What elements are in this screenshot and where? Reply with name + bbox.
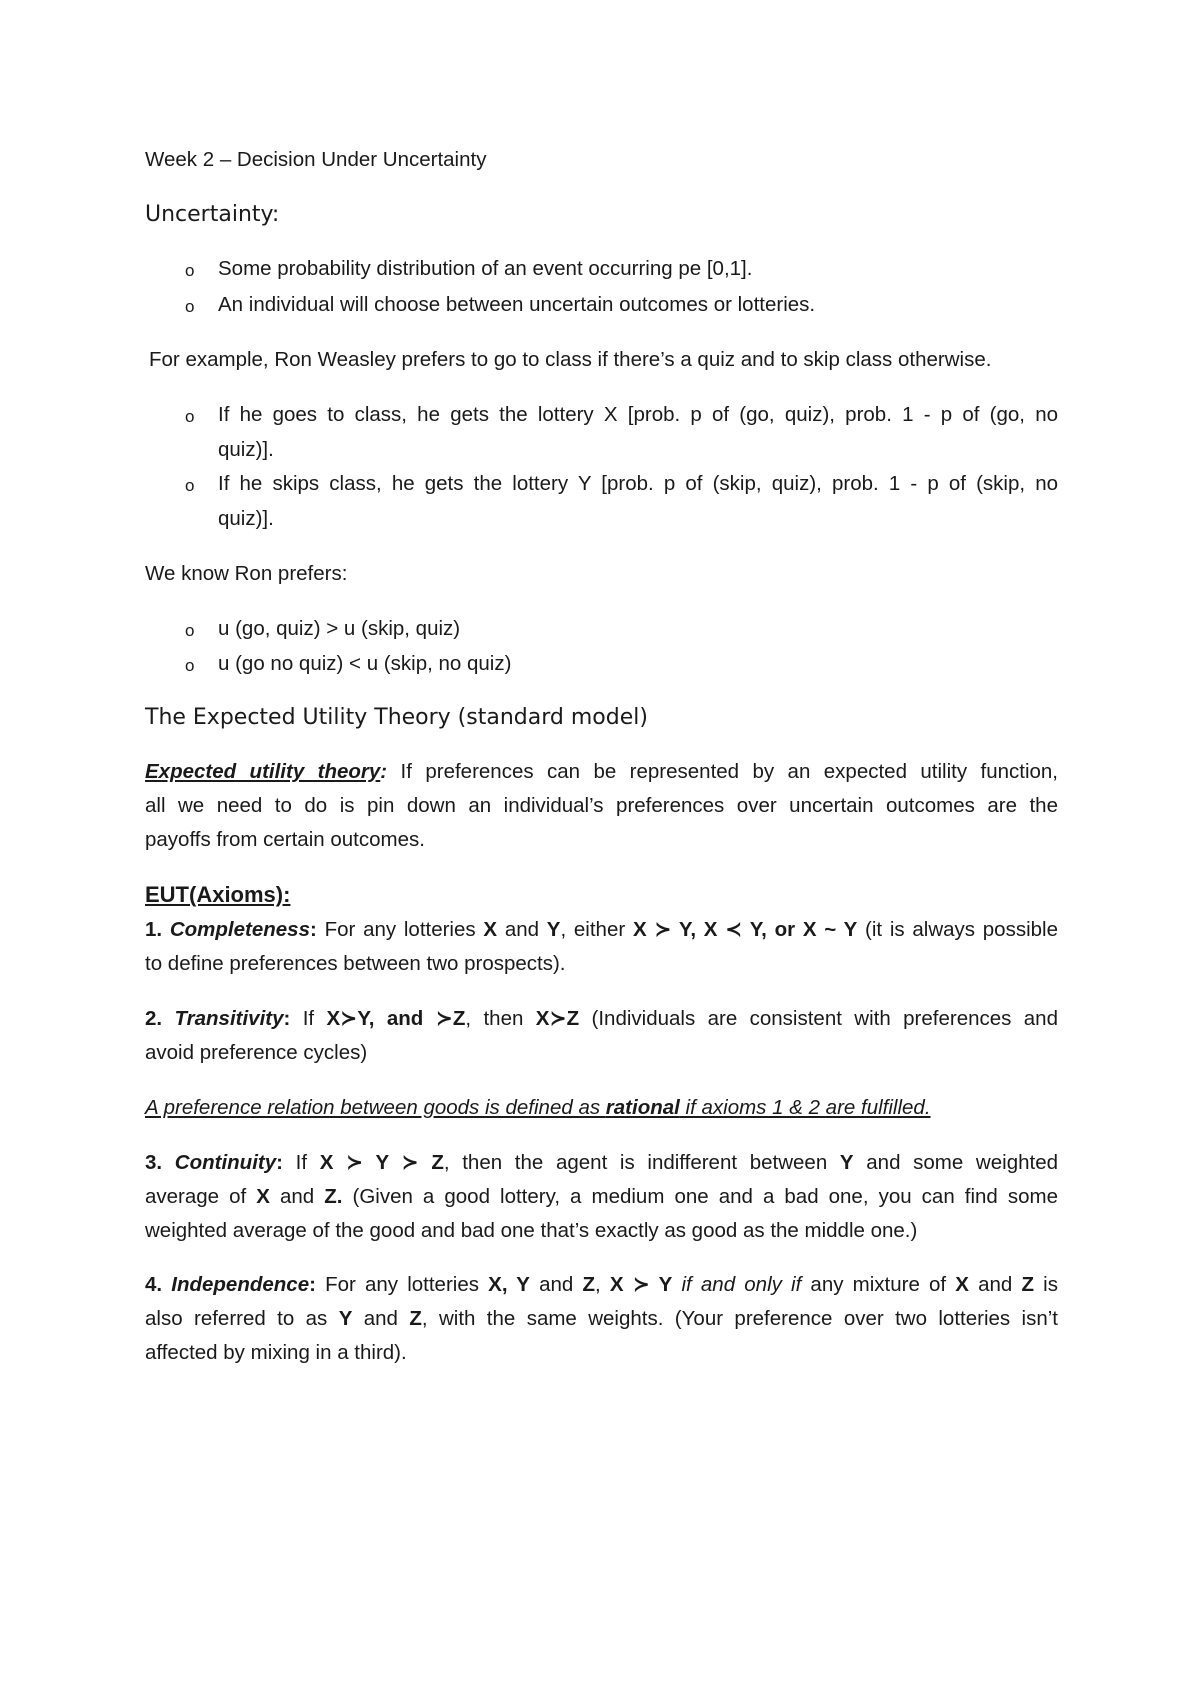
definition-text: If preferences can be represented by an expected utility function,	[387, 760, 1058, 783]
list-item: If he goes to class, he gets the lottery X [prob. p of (go, quiz), prob. 1 - p of (go, no	[218, 403, 1058, 426]
note-text: A preference relation between goods is defined as	[145, 1096, 606, 1119]
axiom-number: 1.	[145, 918, 163, 941]
axiom-text: and	[497, 918, 547, 941]
axiom-text: ,	[595, 1273, 610, 1296]
eut-definition-line: all we need to do is pin down an individual’s preferences over uncertain outcomes are the	[145, 794, 1058, 817]
list-item: An individual will choose between uncertain outcomes or lotteries.	[218, 293, 816, 316]
axiom-text: , then	[465, 1007, 536, 1030]
axiom-text: any mixture of	[801, 1273, 956, 1296]
axiom-1-line: to define preferences between two prospects).	[145, 952, 566, 975]
bullet-marker: o	[185, 621, 195, 640]
axiom-text: average of	[145, 1185, 257, 1208]
axiom-number: 4.	[145, 1273, 163, 1296]
axiom-1-line	[145, 917, 1058, 943]
axiom-text: and	[269, 1185, 325, 1208]
bullet-marker: o	[185, 476, 195, 495]
relation: X ≺ Y	[703, 918, 762, 941]
axiom-text: (it is always possible	[857, 918, 1058, 941]
axiom-name: Independence	[171, 1273, 310, 1296]
axiom-text: , then the agent is indifferent between	[443, 1151, 840, 1174]
definition-term: Expected utility theory	[145, 760, 381, 783]
axiom-text: , and	[368, 1007, 436, 1030]
axiom-2-line: avoid preference cycles)	[145, 1041, 368, 1064]
axiom-text: and	[352, 1307, 410, 1330]
relation: X ≻ Y	[632, 918, 691, 941]
eut-definition-line: payoffs from certain outcomes.	[145, 828, 425, 851]
axiom-number: 2.	[145, 1007, 163, 1030]
note-bold-term: rational	[605, 1096, 680, 1119]
definition-colon: :	[380, 760, 388, 783]
axiom-text: For any lotteries	[315, 1273, 489, 1296]
bullet-marker: o	[185, 297, 195, 316]
axiom-text	[672, 1273, 681, 1296]
axiom-text: (Given a good lottery, a medium one and a bad one, you can find some	[342, 1185, 1058, 1208]
axiom-3-line	[145, 1184, 1058, 1210]
axiom-text: , with the same weights. (Your preference over two lotteries isn’t	[421, 1307, 1058, 1330]
axiom-colon: :	[283, 1007, 291, 1030]
relation: X ≻ Y	[609, 1273, 673, 1296]
list-item: Some probability distribution of an event occurring pe [0,1].	[218, 257, 753, 280]
relation: X ≻ Y ≻ Z	[319, 1151, 444, 1174]
axiom-text: If	[290, 1007, 327, 1030]
axiom-text: also referred to as	[145, 1307, 339, 1330]
lottery-set: X, Y	[488, 1273, 530, 1296]
axiom-colon: :	[309, 1273, 316, 1296]
relation: ≻Z	[435, 1007, 466, 1030]
list-item: u (go, quiz) > u (skip, quiz)	[218, 617, 461, 640]
note-text: if axioms 1 & 2 are fulfilled.	[679, 1096, 931, 1119]
section-heading-uncertainty: Uncertainty:	[145, 202, 280, 227]
axiom-3-line	[145, 1150, 1058, 1176]
axiom-text: , either	[560, 918, 633, 941]
axiom-colon: :	[310, 918, 317, 941]
lottery-z: Z.	[324, 1185, 343, 1208]
axiom-text: and	[968, 1273, 1022, 1296]
ron-prefers-intro: We know Ron prefers:	[145, 562, 348, 585]
axioms-heading	[145, 882, 290, 908]
lottery-x: X	[955, 1273, 969, 1296]
eut-definition-line	[145, 759, 1058, 785]
axiom-text: ,	[690, 918, 704, 941]
rational-note	[145, 1095, 931, 1121]
axiom-text: and some weighted	[853, 1151, 1058, 1174]
axiom-4-line	[145, 1272, 1058, 1298]
section-heading-eut: The Expected Utility Theory (standard model)	[145, 705, 648, 730]
axiom-name: Continuity	[174, 1151, 277, 1174]
document-title: Week 2 – Decision Under Uncertainty	[145, 148, 487, 171]
relation: X≻Z	[535, 1007, 580, 1030]
axiom-text: , or	[761, 918, 803, 941]
lottery-y: Y	[338, 1307, 353, 1330]
list-item-continued: quiz)].	[218, 438, 274, 461]
axiom-colon: :	[276, 1151, 283, 1174]
axiom-3-line: weighted average of the good and bad one that’s exactly as good as the middle one.)	[145, 1219, 918, 1242]
axiom-text: If	[282, 1151, 320, 1174]
axiom-text: For any lotteries	[316, 918, 484, 941]
axiom-name: Completeness	[169, 918, 310, 941]
bullet-marker: o	[185, 407, 195, 426]
relation: X ~ Y	[802, 918, 858, 941]
axiom-text: (Individuals are consistent with preferences and	[579, 1007, 1058, 1030]
axiom-text: is	[1034, 1273, 1058, 1296]
lottery-y: Y	[839, 1151, 854, 1174]
axiom-number: 3.	[145, 1151, 163, 1174]
lottery-x: X	[256, 1185, 270, 1208]
lottery-z: Z	[582, 1273, 596, 1296]
list-item: u (go no quiz) < u (skip, no quiz)	[218, 652, 512, 675]
lottery-x: X	[483, 918, 498, 941]
lottery-z: Z	[1021, 1273, 1034, 1296]
example-intro: For example, Ron Weasley prefers to go to class if there’s a quiz and to skip class otherwise.	[149, 348, 992, 371]
relation: X≻Y	[326, 1007, 369, 1030]
axioms-heading-text: EUT(Axioms):	[145, 882, 291, 907]
lottery-y: Y	[546, 918, 561, 941]
axiom-4-line: affected by mixing in a third).	[145, 1341, 407, 1364]
list-item: If he skips class, he gets the lottery Y [prob. p of (skip, quiz), prob. 1 - p of (skip, no	[218, 472, 1058, 495]
axiom-4-line	[145, 1306, 1058, 1332]
axiom-2-line	[145, 1006, 1058, 1032]
bullet-marker: o	[185, 261, 195, 280]
axiom-text: and	[529, 1273, 583, 1296]
bullet-marker: o	[185, 656, 195, 675]
iff-phrase: if and only if	[681, 1273, 802, 1296]
axiom-name: Transitivity	[174, 1007, 284, 1030]
list-item-continued: quiz)].	[218, 507, 274, 530]
lottery-z: Z	[409, 1307, 422, 1330]
